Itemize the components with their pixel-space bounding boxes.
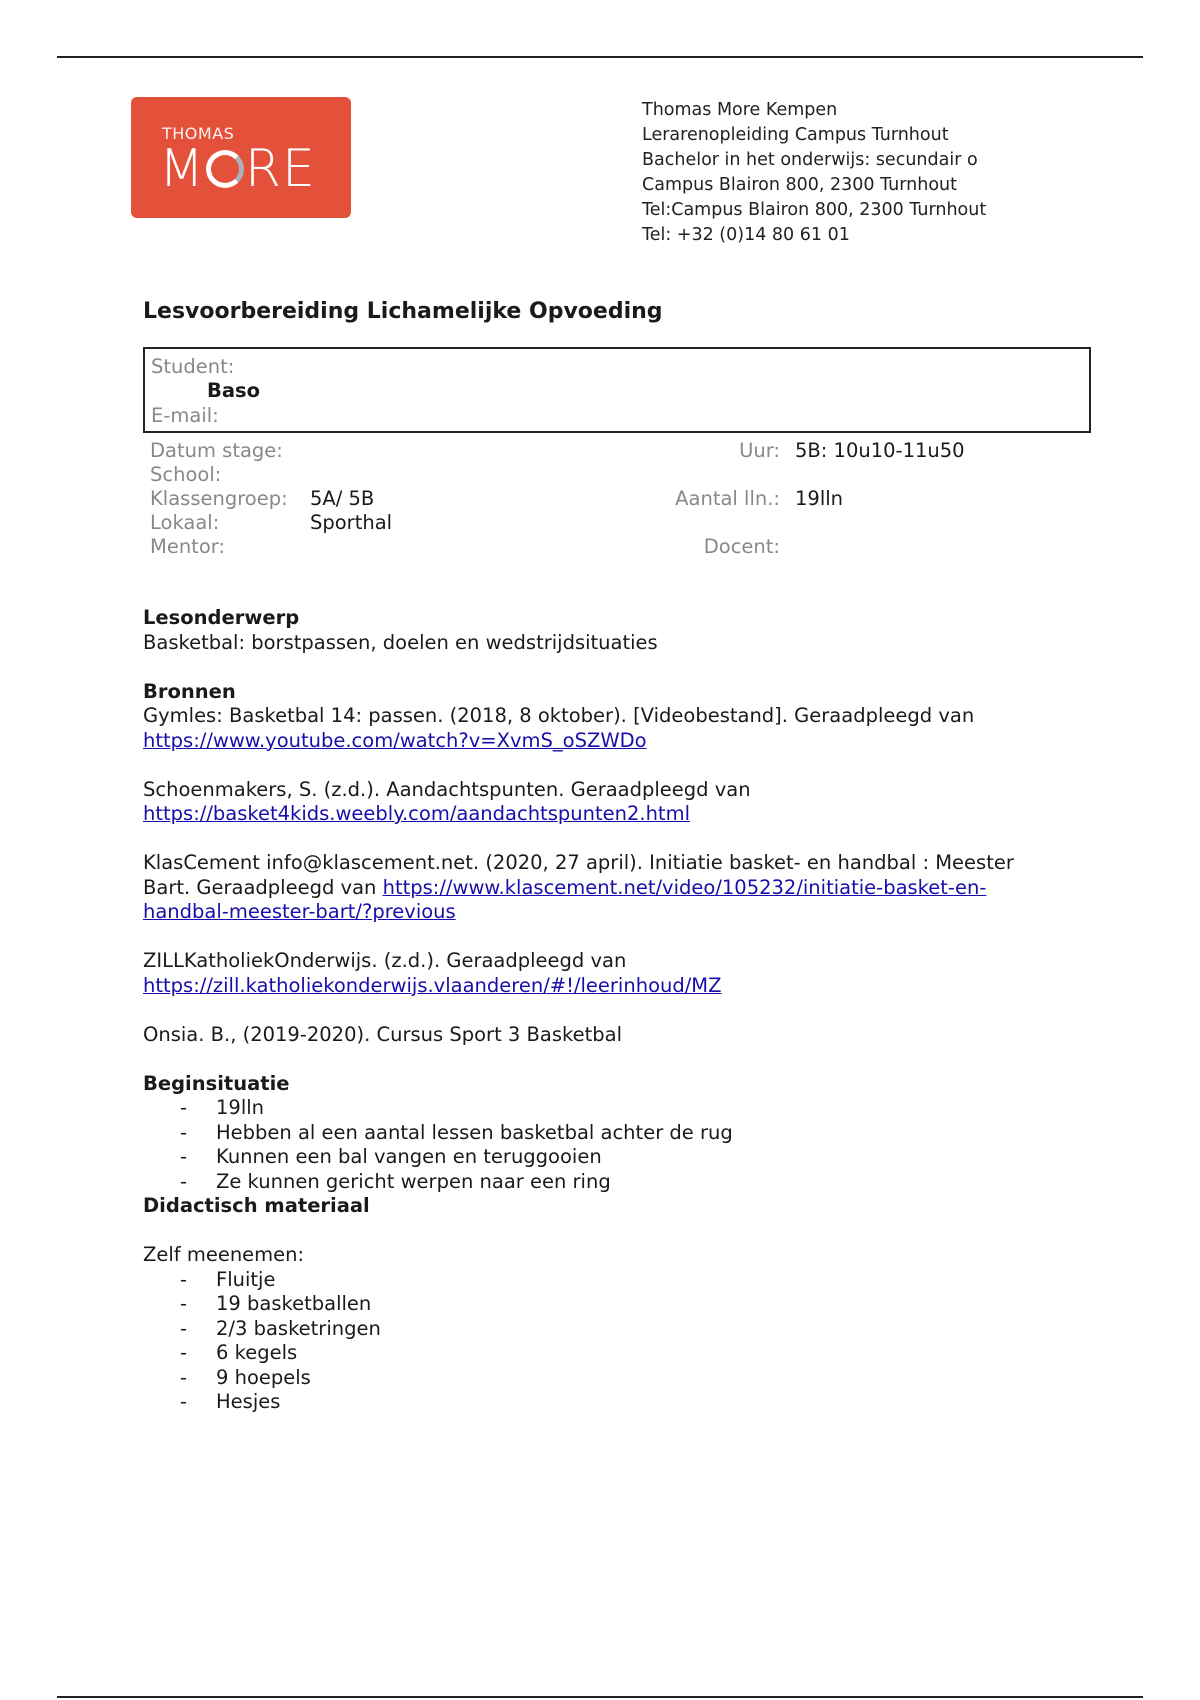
list-item: - Kunnen een bal vangen en teruggooien xyxy=(143,1145,1083,1170)
lesonderwerp-text: Basketbal: borstpassen, doelen en wedstrijdsituaties xyxy=(143,630,658,654)
org-line: Lerarenopleiding Campus Turnhout xyxy=(642,125,949,145)
logo-line-thomas: THOMAS xyxy=(162,124,235,143)
lokaal-value: Sporthal xyxy=(310,511,393,534)
list-item: - Fluitje xyxy=(143,1268,1083,1293)
list-item: - 6 kegels xyxy=(143,1341,1083,1366)
source-link-zill[interactable]: https://zill.katholiekonderwijs.vlaanderen/#!/leerinhoud/MZ xyxy=(143,973,722,997)
top-divider xyxy=(57,56,1143,58)
list-item: - 2/3 basketringen xyxy=(143,1317,1083,1342)
source-text: Onsia. B., (2019-2020). Cursus Sport 3 Basketbal xyxy=(143,1022,622,1046)
list-item: - 19lln xyxy=(143,1096,1083,1121)
list-item: - Hesjes xyxy=(143,1390,1083,1415)
lesonderwerp-heading: Lesonderwerp xyxy=(143,606,300,629)
docent-label: Docent: xyxy=(703,535,780,558)
uur-label: Uur: xyxy=(739,439,780,462)
uur-value: 5B: 10u10-11u50 xyxy=(795,439,965,462)
bottom-divider xyxy=(57,1696,1143,1698)
student-label: Student: xyxy=(151,355,235,378)
source-text: KlasCement info@klascement.net. (2020, 27 april). Initiatie basket- en handbal : Meester xyxy=(143,851,1014,874)
source-text: ZILLKatholiekOnderwijs. (z.d.). Geraadpleegd van xyxy=(143,949,627,972)
beginsituatie-list xyxy=(143,1096,1083,1194)
institution-address xyxy=(642,98,986,248)
aantal-lln-value: 19lln xyxy=(795,487,844,510)
source-link-youtube[interactable]: https://www.youtube.com/watch?v=XvmS_oSZWDo xyxy=(143,728,647,752)
org-line: Tel:Campus Blairon 800, 2300 Turnhout xyxy=(642,200,987,220)
source-link-klascement-continued[interactable]: handbal-meester-bart/?previous xyxy=(143,900,456,923)
org-line: Thomas More Kempen xyxy=(642,100,838,120)
source-text: Schoenmakers, S. (z.d.). Aandachtspunten. Geraadpleegd van xyxy=(143,777,751,801)
materiaal-list xyxy=(143,1268,1083,1415)
datum-stage-label: Datum stage: xyxy=(150,439,283,462)
aantal-lln-label: Aantal lln.: xyxy=(675,487,780,510)
klassengroep-label: Klassengroep: xyxy=(150,487,288,510)
source-text: Gymles: Basketbal 14: passen. (2018, 8 oktober). [Videobestand]. Geraadpleegd van xyxy=(143,704,975,727)
mentor-label: Mentor: xyxy=(150,535,226,558)
list-item: - 19 basketballen xyxy=(143,1292,1083,1317)
email-label: E-mail: xyxy=(151,404,219,427)
lokaal-label: Lokaal: xyxy=(150,511,220,534)
logo-o-ring-icon xyxy=(206,150,244,188)
thomas-more-logo xyxy=(131,97,351,218)
org-line: Tel: +32 (0)14 80 61 01 xyxy=(642,225,850,245)
source-link-klascement[interactable]: https://www.klascement.net/video/105232/initiatie-basket-en- xyxy=(382,875,987,899)
logo-line-more xyxy=(159,139,316,199)
list-item: - Ze kunnen gericht werpen naar een ring xyxy=(143,1170,1083,1195)
materiaal-intro: Zelf meenemen: xyxy=(143,1243,305,1266)
org-line: Campus Blairon 800, 2300 Turnhout xyxy=(642,175,957,195)
bronnen-heading: Bronnen xyxy=(143,679,236,703)
list-item: - 9 hoepels xyxy=(143,1366,1083,1391)
lesson-content xyxy=(143,606,1083,1415)
student-box xyxy=(143,347,1091,433)
beginsituatie-heading: Beginsituatie xyxy=(143,1071,290,1095)
source-text: Bart. Geraadpleegd van xyxy=(143,875,383,899)
school-label: School: xyxy=(150,463,222,486)
page-title: Lesvoorbereiding Lichamelijke Opvoeding xyxy=(143,299,663,324)
list-item: - Hebben al een aantal lessen basketbal achter de rug xyxy=(143,1121,1083,1146)
logo-letter-m: M xyxy=(159,139,205,199)
source-link-basket4kids[interactable]: https://basket4kids.weebly.com/aandachtspunten2.html xyxy=(143,802,690,825)
didactisch-materiaal-heading: Didactisch materiaal xyxy=(143,1194,370,1217)
logo-letters-re: RE xyxy=(244,139,316,199)
klassengroep-value: 5A/ 5B xyxy=(310,487,375,510)
student-name: Baso xyxy=(207,379,261,402)
org-line: Bachelor in het onderwijs: secundair o xyxy=(642,150,978,170)
